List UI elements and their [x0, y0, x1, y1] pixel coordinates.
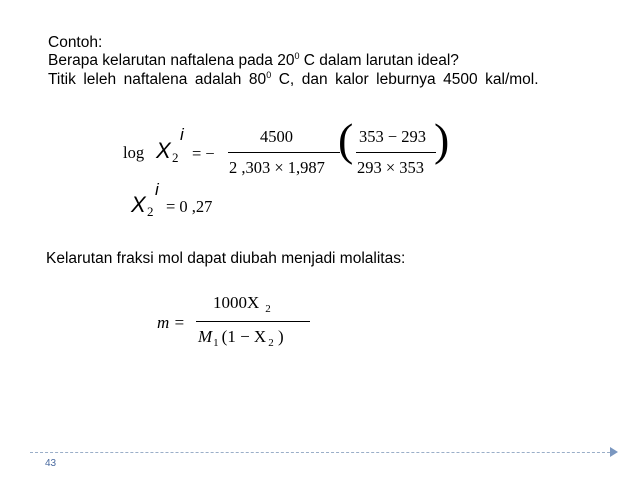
- question-degree-sup: 0: [294, 50, 300, 61]
- given-text: [48, 71, 539, 89]
- eq3-den-close: ): [273, 327, 284, 346]
- eq1-fraction-bar-2: [356, 152, 436, 153]
- eq3-num-sub: 2: [265, 303, 271, 315]
- eq1-sub: 2: [172, 150, 179, 165]
- eq3-denominator: [198, 327, 284, 347]
- eq3-num-main: 1000X: [213, 293, 260, 312]
- eq2-var: X: [131, 192, 146, 217]
- footer-arrow-icon: [610, 447, 618, 457]
- eq2-sub: 2: [147, 204, 154, 219]
- given-degree-sup: 0: [266, 69, 272, 80]
- example-heading: Contoh:: [48, 34, 103, 51]
- eq1-numerator-2: 353 − 293: [359, 127, 427, 146]
- eq1-denominator-1: 2 ,303 × 1,987: [229, 158, 325, 177]
- eq3-den-m-sub: 1: [213, 337, 219, 349]
- eq3-den-inner-sub: 2: [268, 337, 274, 349]
- eq3-numerator: [213, 293, 271, 313]
- eq2-rhs: = 0 ,27: [166, 197, 213, 216]
- eq1-var: X: [156, 138, 171, 163]
- eq1-fraction-bar-1: [228, 152, 340, 153]
- eq1-denominator-2: 293 × 353: [357, 158, 425, 177]
- eq1-left-paren: (: [338, 114, 354, 165]
- eq3-fraction-bar: [196, 321, 310, 322]
- eq3-den-m: M: [198, 327, 213, 346]
- given-main: Titik leleh naftalena adalah 80: [48, 71, 267, 88]
- given-tail: C, dan kalor leburnya 4500 kal/mol.: [271, 71, 539, 88]
- molality-intro-text: Kelarutan fraksi mol dapat diubah menjadi molalitas:: [46, 250, 406, 267]
- eq3-lhs: m =: [157, 313, 185, 332]
- eq1-right-paren: ): [434, 114, 450, 165]
- question-tail: C dalam larutan ideal?: [299, 52, 459, 69]
- footer-divider: [30, 452, 610, 453]
- eq1-numerator-1: 4500: [260, 127, 293, 146]
- eq1-sup: i: [180, 125, 184, 144]
- eq2-sup: i: [155, 180, 159, 199]
- eq1-log: log: [123, 143, 145, 162]
- page-number: 43: [45, 458, 57, 469]
- eq3-den-inner: (1 − X: [221, 327, 267, 346]
- question-text: [48, 52, 459, 70]
- question-main: Berapa kelarutan naftalena pada 20: [48, 52, 295, 69]
- eq1-equals-minus: = −: [192, 144, 215, 163]
